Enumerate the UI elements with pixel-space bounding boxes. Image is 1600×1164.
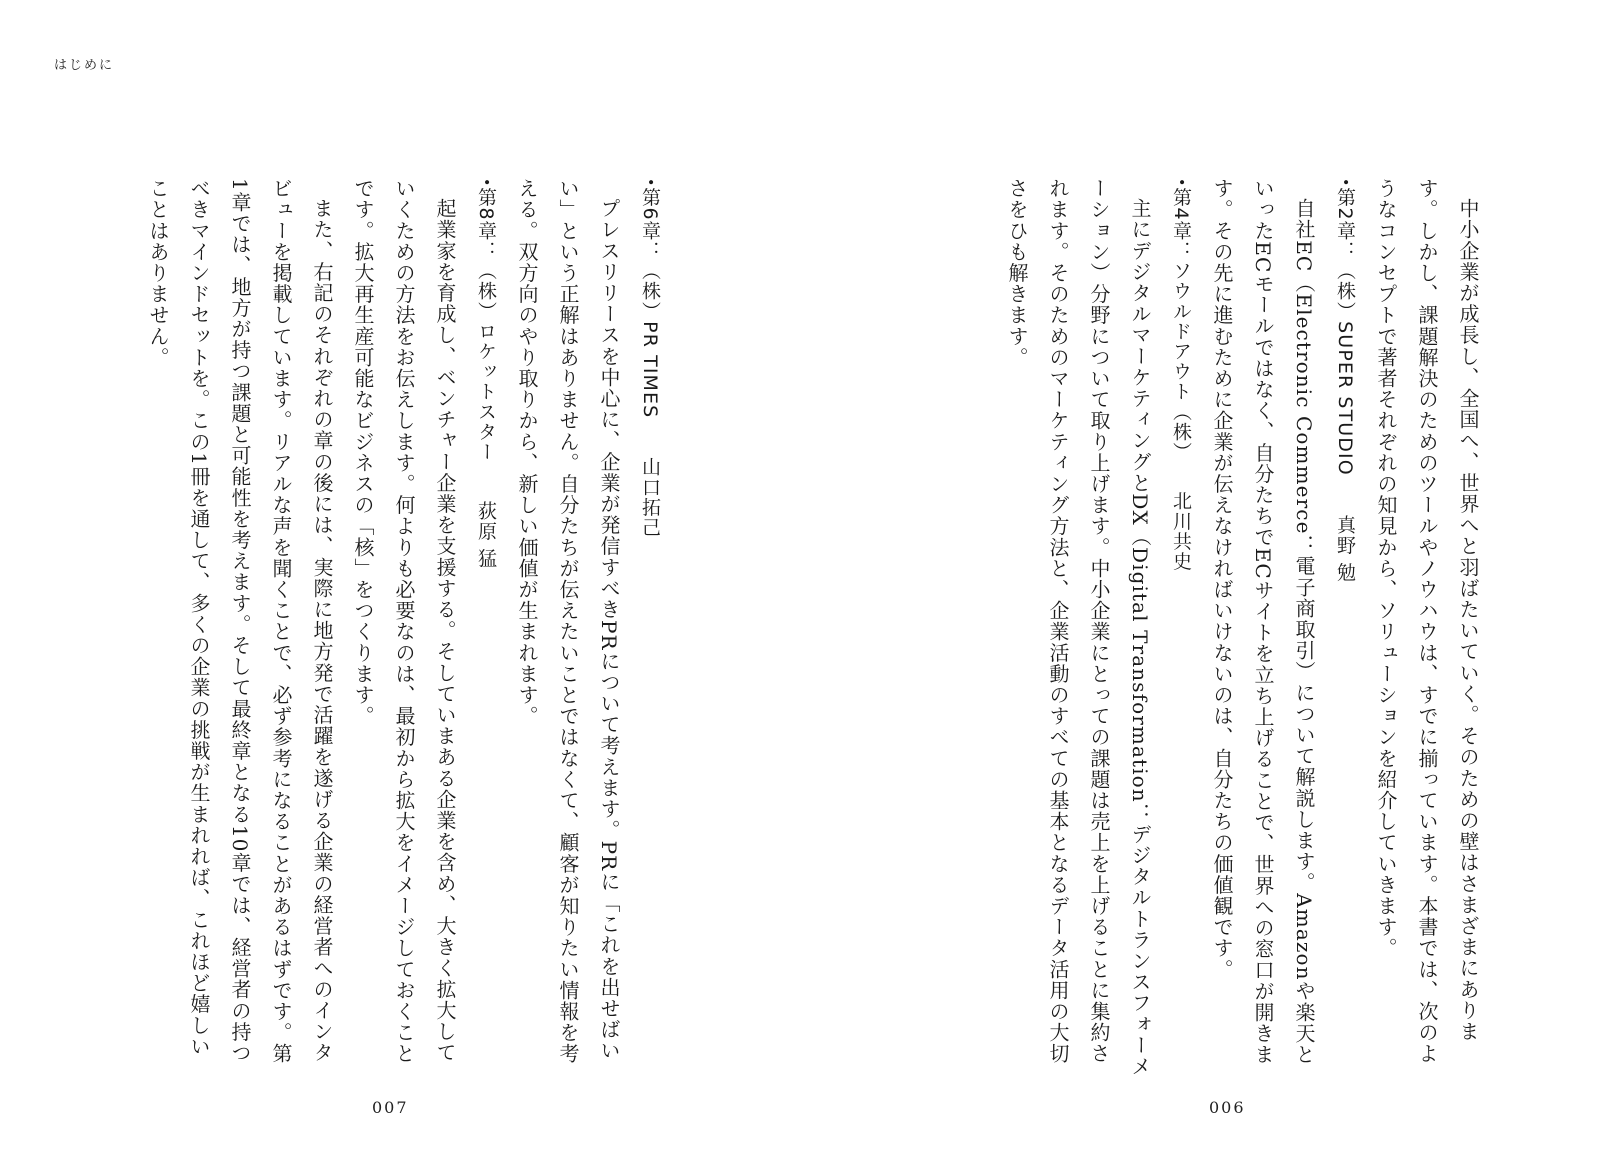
chapter-author: 真野 勉 [1334, 514, 1356, 583]
chapter-heading [629, 178, 670, 1078]
chapter-author: 荻原 猛 [475, 500, 497, 569]
page-number-007: 007 [372, 1098, 409, 1117]
chapter-title: 第2章：（株）SUPER STUDIO [1334, 187, 1356, 476]
page-007-text [80, 178, 670, 1078]
paragraph: また、右記のそれぞれの章の後には、実際に地方発で活躍を遂げる企業の経営者へのインタビューを掲載しています。リアルな声を聞くことで、必ず参考になることがあるはずです。第1章では、地方が持つ課題と可能性を考えます。そして最終章となる10章では、経営者の持つべきマインドセットを。この1冊を通して、多くの企業の挑戦が生まれれば、これほど嬉しいことはありません。 [146, 178, 334, 1065]
bullet: • [642, 178, 658, 188]
paragraph: 自社EC（Electronic Commerce：電子商取引）について解説します。Amazonや楽天といったECモールではなく、自分たちでECサイトを立ち上げることで、世界への窓口が開きます。その先に進むために企業が伝えなければいけないのは、自分たちの価値観です。 [1210, 178, 1316, 1066]
page-number-006: 006 [1209, 1098, 1246, 1117]
chapter-author: 山口拓己 [639, 457, 661, 538]
bullet: • [478, 178, 494, 188]
paragraph: 主にデジタルマーケティングとDX（Digital Transformation：デジタルトランスフォーメーション）分野について取り上げます。中小企業にとっての課題は売上を上げることに集約されます。そのためのマーケティング方法と、企業活動のすべての基本となるデータ活用の大切さをひも解きます。 [1005, 178, 1152, 1078]
paragraph: 起業家を育成し、ベンチャー企業を支援する。そしていまある企業を含め、大きく拡大していくための方法をお伝えします。何よりも必要なのは、最初から拡大をイメージしておくことです。拡大再生産可能なビジネスの「核」をつくります。 [351, 178, 457, 1065]
bullet: • [1337, 178, 1353, 188]
chapter-heading [1324, 178, 1365, 1078]
chapter-heading [1160, 178, 1201, 1078]
chapter-heading [465, 178, 506, 1078]
page-006-text [908, 178, 1488, 1078]
chapter-author: 北川共史 [1170, 491, 1192, 572]
chapter-title: 第4章：ソウルドアウト（株） [1170, 187, 1192, 453]
paragraph: 中小企業が成長し、全国へ、世界へと羽ばたいていく。そのための壁はさまざまにあります。しかし、課題解決のためのツールやノウハウは、すでに揃っています。本書では、次のようなコンセプトで著者それぞれの知見から、ソリューションを紹介していきます。 [1374, 178, 1480, 1065]
paragraph: プレスリリースを中心に、企業が発信すべきPRについて考えます。PRに「これを出せばいい」という正解はありません。自分たちが伝えたいことではなくて、顧客が知りたい情報を考える。双方向のやり取りから、新しい価値が生まれます。 [515, 178, 621, 1065]
running-head: はじめに [54, 58, 115, 73]
chapter-title: 第8章：（株）ロケットスター [475, 187, 497, 462]
chapter-title: 第6章：（株）PR TIMES [639, 187, 661, 419]
bullet: • [1173, 178, 1189, 188]
